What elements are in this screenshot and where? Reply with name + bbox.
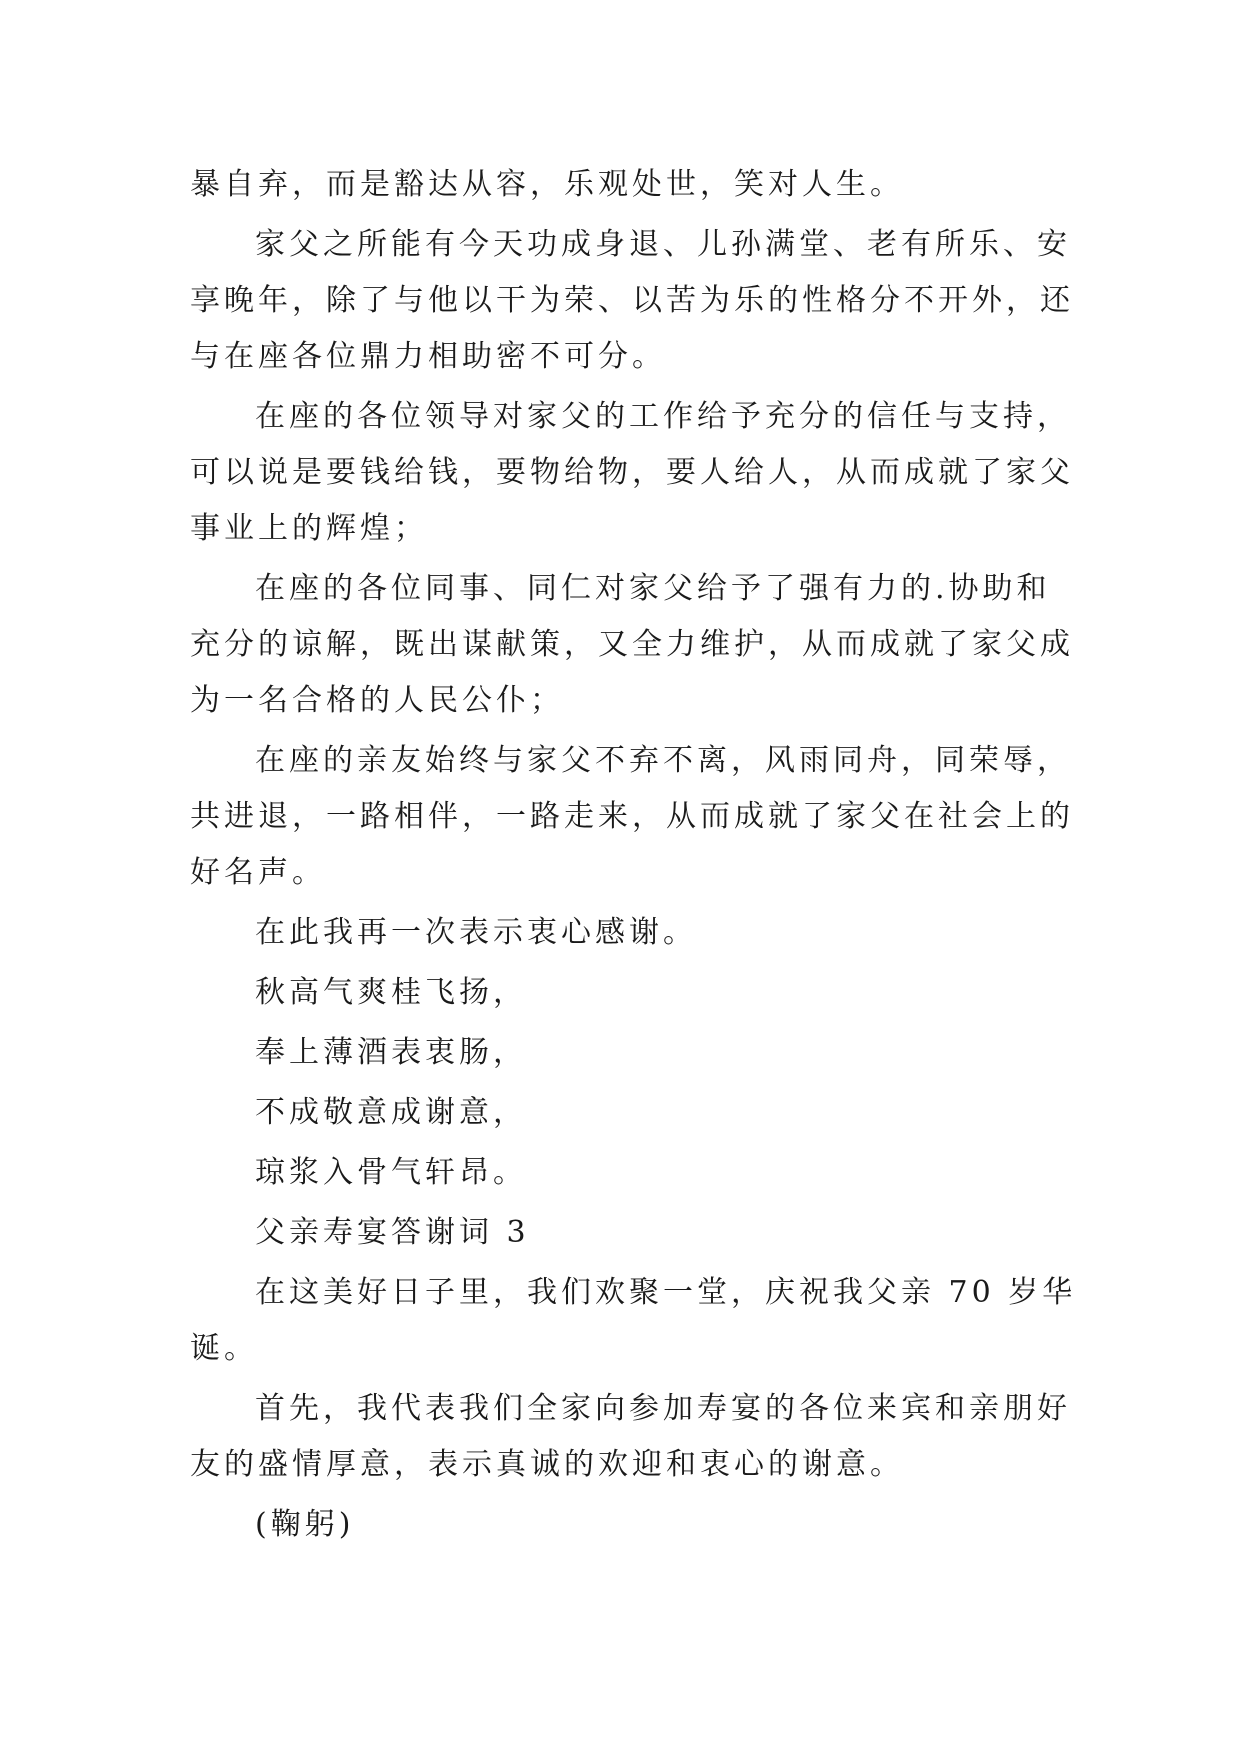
- poem-line: 不成敬意成谢意，: [255, 1095, 527, 1130]
- text-line: 与在座各位鼎力相助密不可分。: [190, 339, 666, 374]
- text-line: 事业上的辉煌；: [190, 511, 428, 546]
- text-line: 共进退，一路相伴，一路走来，从而成就了家父在社会上的: [190, 799, 1074, 834]
- paragraph-start: 家父之所能有今天功成身退、儿孙满堂、老有所乐、安: [255, 227, 1071, 262]
- text-line: 暴自弃，而是豁达从容，乐观处世，笑对人生。: [190, 167, 904, 202]
- poem-line: 秋高气爽桂飞扬，: [255, 975, 527, 1010]
- paragraph-start: 在座的各位同事、同仁对家父给予了强有力的.协助和: [255, 571, 1051, 606]
- poem-line: 琼浆入骨气轩昂。: [255, 1155, 527, 1190]
- paragraph-start: 在此我再一次表示衷心感谢。: [255, 915, 697, 950]
- text-line: 诞。: [190, 1331, 258, 1366]
- text-line: 为一名合格的人民公仆；: [190, 683, 564, 718]
- text-line: 友的盛情厚意，表示真诚的欢迎和衷心的谢意。: [190, 1447, 904, 1482]
- section-heading: 父亲寿宴答谢词 3: [255, 1215, 530, 1250]
- poem-line: 奉上薄酒表衷肠，: [255, 1035, 527, 1070]
- paragraph-start: 首先，我代表我们全家向参加寿宴的各位来宾和亲朋好: [255, 1391, 1071, 1426]
- paragraph-start: 在这美好日子里，我们欢聚一堂，庆祝我父亲 70 岁华: [255, 1275, 1077, 1310]
- text-line: 可以说是要钱给钱，要物给物，要人给人，从而成就了家父: [190, 455, 1074, 490]
- paragraph-start: 在座的亲友始终与家父不弃不离，风雨同舟，同荣辱，: [255, 743, 1071, 778]
- text-line: 享晚年，除了与他以干为荣、以苦为乐的性格分不开外，还: [190, 283, 1074, 318]
- text-line: 好名声。: [190, 855, 326, 890]
- text-line: 充分的谅解，既出谋献策，又全力维护，从而成就了家父成: [190, 627, 1074, 662]
- paragraph-start: (鞠躬): [255, 1507, 355, 1542]
- paragraph-start: 在座的各位领导对家父的工作给予充分的信任与支持，: [255, 399, 1071, 434]
